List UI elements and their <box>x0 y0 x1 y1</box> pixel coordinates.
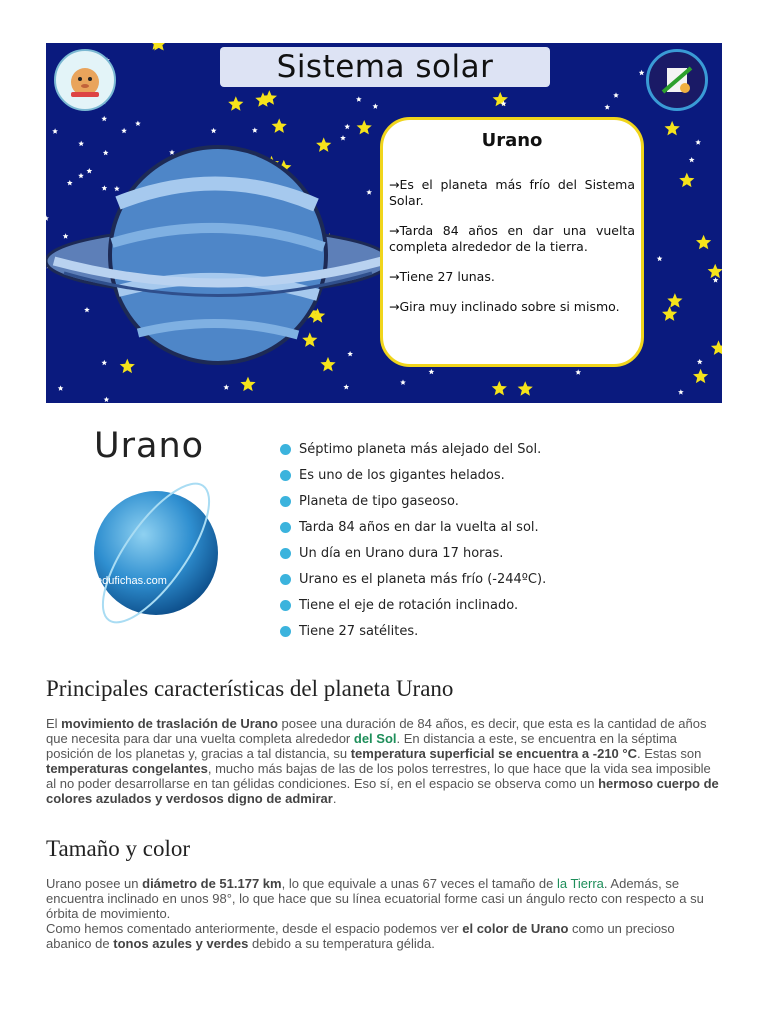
list-item: Urano es el planeta más frío (-244ºC). <box>280 566 546 592</box>
star-icon <box>492 381 507 396</box>
paragraph-color: Como hemos comentado anteriormente, desde el espacio podemos ver el color de Urano como un precioso abanico de tonos azules y verdes debido a su temperatura gélida. <box>46 921 675 951</box>
link-del-sol[interactable]: del Sol <box>353 731 397 746</box>
star-icon <box>518 381 533 396</box>
list-item: Tiene el eje de rotación inclinado. <box>280 592 546 618</box>
bold-text: tonos azules y verdes <box>113 936 249 951</box>
star-icon <box>58 385 64 390</box>
star-icon <box>665 121 680 135</box>
section-heading-size-color: Tamaño y color <box>46 836 191 861</box>
star-icon <box>211 128 217 134</box>
bold-text: hermoso cuerpo de colores azulados y verdosos digno de admirar <box>46 776 719 806</box>
banner-title-box <box>220 47 550 87</box>
planet-heading: Urano <box>94 426 205 466</box>
card-item: →Tarda 84 años en dar una vuelta completa alrededor de la tierra. <box>389 223 635 254</box>
star-icon <box>316 137 331 152</box>
school-logo-right <box>646 49 708 111</box>
bullet-icon <box>280 444 291 455</box>
star-icon <box>689 157 695 162</box>
bullet-icon <box>280 548 291 559</box>
star-icon <box>667 293 682 308</box>
star-icon <box>78 173 84 179</box>
list-item: Es uno de los gigantes helados. <box>280 462 546 488</box>
watermark-text: edufichas.com <box>96 575 167 587</box>
star-icon <box>302 332 317 347</box>
list-item: Tarda 84 años en dar la vuelta al sol. <box>280 514 546 540</box>
star-icon <box>657 256 663 261</box>
star-icon <box>575 369 581 374</box>
bullet-icon <box>280 470 291 481</box>
star-icon <box>104 397 110 402</box>
card-title: Urano <box>481 130 543 151</box>
star-icon <box>103 150 109 155</box>
bold-text: temperatura superficial se encuentra a -210 °C <box>350 746 637 761</box>
bold-text: movimiento de traslación de Urano <box>61 716 278 731</box>
star-icon <box>223 384 229 389</box>
bullet-icon <box>280 496 291 507</box>
star-icon <box>697 359 703 365</box>
paragraph-characteristics: El movimiento de traslación de Urano posee una duración de 84 años, es decir, que esta es la cantidad de años que necesita para dar una vuelta completa alrededor del Sol. En distancia a este, se encuentra en la séptima posición de los planetas y, gracias a tal distancia, su temperatura superficial se encuentra a -210 °C. Estas son temperaturas congelantes, mucho más bajas de las de los polos terrestres, lo que hace que la vida sea imposible al no poder desarrollarse en tan gélidas condiciones. Eso sí, en el espacio se observa como un hermoso cuerpo de colores azulados y verdosos digno de admirar. <box>46 716 719 806</box>
link-la-tierra[interactable]: la Tierra <box>556 876 604 891</box>
list-item: Séptimo planeta más alejado del Sol. <box>280 436 546 462</box>
star-icon <box>400 380 406 385</box>
banner-image <box>46 43 722 403</box>
star-icon <box>320 357 335 372</box>
section-heading-characteristics: Principales características del planeta Urano <box>46 676 454 701</box>
bold-text: el color de Urano <box>462 921 569 936</box>
bullet-icon <box>280 626 291 637</box>
star-icon <box>366 189 372 194</box>
facts-list <box>280 436 546 644</box>
star-icon <box>252 127 258 132</box>
star-icon <box>613 92 619 97</box>
star-icon <box>662 306 677 321</box>
star-icon <box>52 128 58 133</box>
star-icon <box>87 168 93 174</box>
star-icon <box>429 369 435 374</box>
star-icon <box>84 307 90 312</box>
star-icon <box>347 351 353 356</box>
star-icon <box>272 118 287 132</box>
star-icon <box>228 96 243 111</box>
star-icon <box>101 360 107 365</box>
star-icon <box>639 70 645 76</box>
star-icon <box>696 235 711 249</box>
star-icon <box>121 128 127 134</box>
school-logo-left <box>54 49 116 111</box>
star-icon <box>679 173 694 188</box>
bold-text: temperaturas congelantes <box>46 761 208 776</box>
star-icon <box>169 150 175 155</box>
card-item: →Tiene 27 lunas. <box>389 269 495 284</box>
banner-title: Sistema solar <box>276 49 494 85</box>
star-icon <box>695 139 701 144</box>
star-icon <box>102 185 108 190</box>
star-icon <box>63 233 69 238</box>
star-icon <box>604 104 610 109</box>
bullet-icon <box>280 600 291 611</box>
star-icon <box>344 124 350 130</box>
star-icon <box>678 389 684 394</box>
star-icon <box>135 121 141 126</box>
star-icon <box>101 116 107 121</box>
card-item: →Gira muy inclinado sobre si mismo. <box>389 299 620 314</box>
list-item: Tiene 27 satélites. <box>280 618 546 644</box>
star-icon <box>120 359 135 374</box>
star-icon <box>78 141 84 147</box>
star-icon <box>708 264 722 278</box>
paragraph-size: Urano posee un diámetro de 51.177 km, lo que equivale a unas 67 veces el tamaño de la Tierra. Además, se encuentra inclinado en unos 98°, lo que hace que su línea ecuatorial forme casi un ángulo recto con respecto a su órbita de movimiento. <box>46 876 704 921</box>
star-icon <box>46 215 49 220</box>
star-icon <box>373 103 379 109</box>
bullet-icon <box>280 522 291 533</box>
star-icon <box>67 180 73 186</box>
star-icon <box>343 384 349 389</box>
list-item: Planeta de tipo gaseoso. <box>280 488 546 514</box>
bullet-icon <box>280 574 291 585</box>
star-icon <box>340 135 346 140</box>
bold-text: diámetro de 51.177 km <box>142 876 282 891</box>
star-icon <box>114 186 120 191</box>
star-icon <box>693 369 708 383</box>
uranus-illustration <box>46 147 390 363</box>
star-icon <box>713 277 719 282</box>
star-icon <box>356 96 362 101</box>
star-icon <box>493 92 508 106</box>
star-icon <box>357 120 372 134</box>
info-card <box>380 117 644 367</box>
uranus-globe-illustration <box>88 478 228 628</box>
card-item: →Es el planeta más frío del Sistema Solar. <box>389 177 635 208</box>
list-item: Un día en Urano dura 17 horas. <box>280 540 546 566</box>
star-icon <box>240 377 255 392</box>
star-icon <box>711 340 722 355</box>
